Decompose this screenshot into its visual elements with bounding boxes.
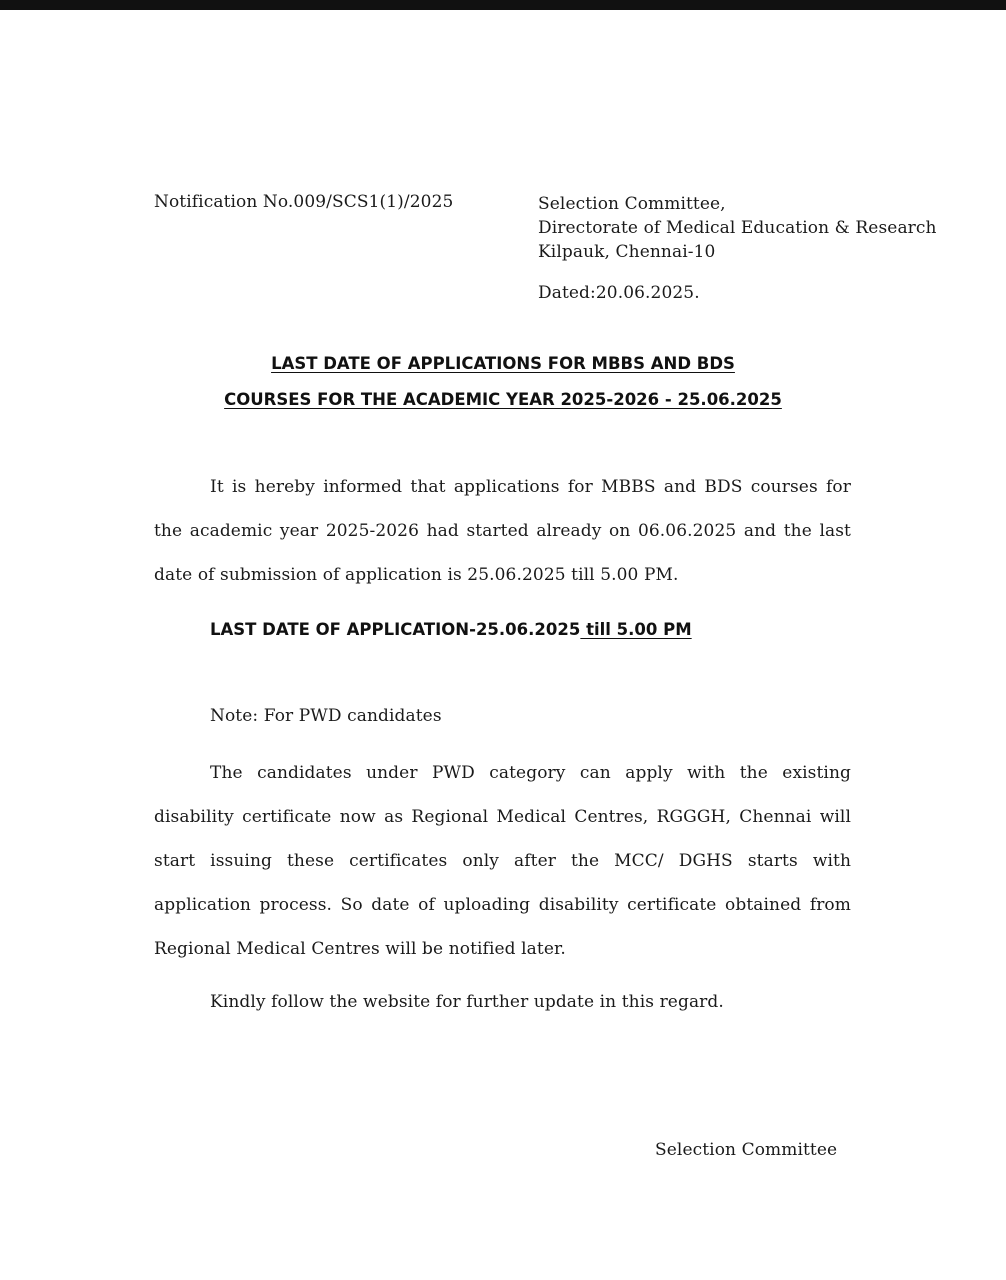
last-date-highlight	[210, 620, 692, 639]
paragraph-line: date of submission of application is 25.06.2025 till 5.00 PM.	[154, 565, 679, 585]
notice-title-line-1: LAST DATE OF APPLICATIONS FOR MBBS AND BDS	[271, 354, 735, 373]
notice-date: Dated:20.06.2025.	[538, 283, 700, 303]
pwd-note-heading: Note: For PWD candidates	[210, 706, 442, 726]
paragraph-line: It is hereby informed that applications for MBBS and BDS courses for	[210, 477, 851, 497]
paragraph-line: The candidates under PWD category can apply with the existing	[210, 763, 851, 783]
address-line: Directorate of Medical Education & Research	[538, 218, 937, 238]
paragraph-line: application process. So date of uploading disability certificate obtained from	[154, 895, 851, 915]
address-line: Selection Committee,	[538, 194, 726, 214]
last-date-text: LAST DATE OF APPLICATION-25.06.2025	[210, 620, 581, 639]
paragraph-line: disability certificate now as Regional Medical Centres, RGGGH, Chennai will	[154, 807, 851, 827]
paragraph-line: start issuing these certificates only after the MCC/ DGHS starts with	[154, 851, 851, 871]
last-date-time: till 5.00 PM	[580, 620, 692, 639]
sender-address	[538, 192, 937, 264]
paragraph-line: Regional Medical Centres will be notified later.	[154, 939, 566, 959]
signature-block: Selection Committee	[655, 1140, 838, 1160]
follow-up-text: Kindly follow the website for further update in this regard.	[210, 992, 724, 1012]
notice-title-line-2: COURSES FOR THE ACADEMIC YEAR 2025-2026 - 25.06.2025	[224, 390, 782, 409]
notification-number: Notification No.009/SCS1(1)/2025	[154, 192, 454, 212]
paragraph-pwd-info	[154, 763, 851, 983]
paragraph-line: the academic year 2025-2026 had started already on 06.06.2025 and the last	[154, 521, 851, 541]
paragraph-application-info	[154, 477, 851, 609]
address-line: Kilpauk, Chennai-10	[538, 242, 716, 262]
top-edge-bar	[0, 0, 1006, 10]
